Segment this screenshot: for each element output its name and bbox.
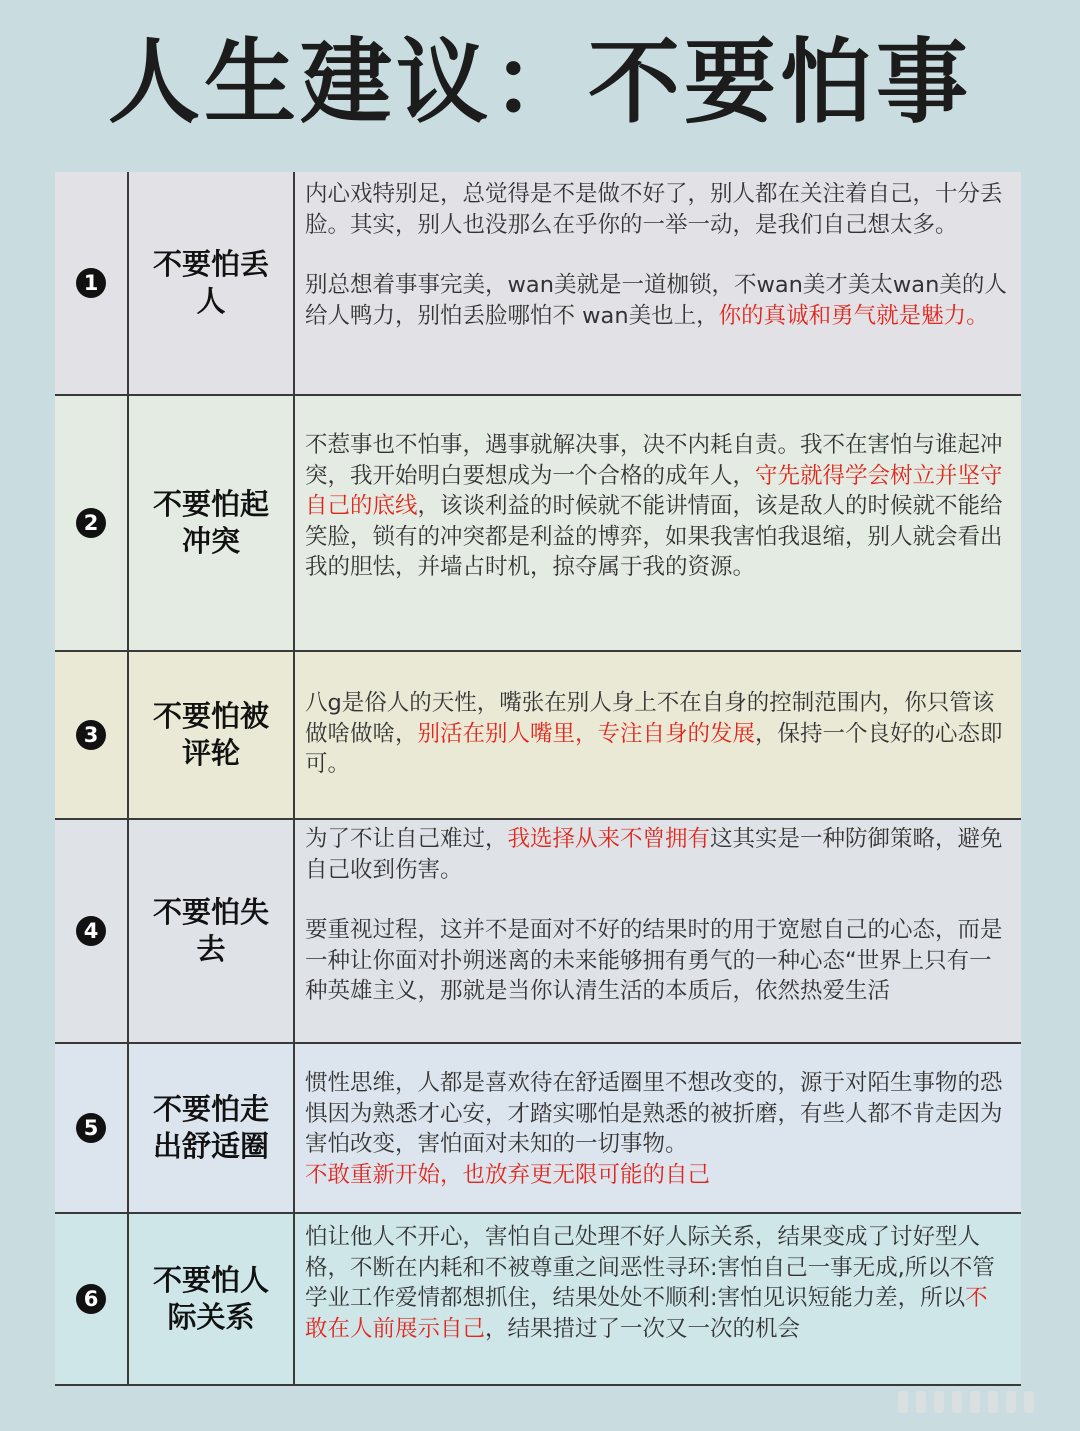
row-body	[305, 820, 1007, 1042]
row-heading: 不要怕丢人	[129, 172, 295, 394]
paragraph: 别总想着事事完美，wan美就是一道枷锁，不wan美才美太wan美的人给人鸭力，别怕丢脸哪怕不 wan美也上，你的真诚和勇气就是魅力。	[305, 272, 1007, 329]
table-row	[55, 818, 1021, 1042]
advice-table	[55, 172, 1021, 1386]
number-badge: 6	[76, 1284, 106, 1314]
number-badge: 4	[76, 916, 106, 946]
table-row	[55, 172, 1021, 394]
paragraph: 怕让他人不开心，害怕自己处理不好人际关系，结果变成了讨好型人格，不断在内耗和不被尊重之间恶性寻环:害怕自己一事无成,所以不管学业工作爱情都想抓住，结果处处不顺利:害怕见识短能力差，所以不敢在人前展示自己，结果措过了一次又一次的机会	[305, 1224, 995, 1342]
highlight-text: 不敢重新开始，也放弃更无限可能的自己	[305, 1161, 711, 1188]
table-row	[55, 1042, 1021, 1212]
paragraph: 不惹事也不怕事，遇事就解决事，决不内耗自责。我不在害怕与谁起冲突，我开始明白要想成为一个合格的成年人，守先就得学会树立并坚守自己的底线，该谈利益的时候就不能讲情面，该是敌人的时候就不能给笑脸，锁有的冲突都是利益的博弈，如果我害怕我退缩，别人就会看出我的胆怯，并墙占时机，掠夺属于我的资源。	[305, 432, 1003, 580]
row-body	[305, 652, 1007, 818]
paragraph: 要重视过程，这并不是面对不好的结果时的用于宽慰自己的心态，而是一种让你面对扑朔迷离的未来能够拥有勇气的一种心态“世界上只有一种英雄主义，那就是当你认清生活的本质后，依然热爱生活	[305, 917, 1003, 1004]
row-heading: 不要怕失去	[129, 820, 295, 1042]
highlight-text: 你的真诚和勇气就是魅力。	[718, 302, 989, 329]
highlight-text: 别活在别人嘴里，专注自身的发展	[417, 720, 756, 747]
page-title: 人生建议：不要怕事	[107, 29, 972, 136]
highlight-text: 守先就得学会树立并坚守自己的底线	[305, 462, 1003, 519]
watermark-logo	[898, 1389, 1048, 1415]
row-heading: 不要怕起冲突	[129, 396, 295, 650]
number-badge: 2	[76, 508, 106, 538]
highlight-text: 我选择从来不曾拥有	[507, 826, 711, 852]
row-body	[305, 1044, 1007, 1212]
paragraph: 惯性思维，人都是喜欢待在舒适圈里不想改变的，源于对陌生事物的恐惧因为熟悉才心安，才踏实哪怕是熟悉的被折磨，有些人都不肯走因为害怕改变，害怕面对未知的一切事物。	[305, 1070, 1003, 1157]
paragraph: 内心戏特别足，总觉得是不是做不好了，别人都在关注着自己，十分丢脸。其实，别人也没那么在乎你的一举一动，是我们自己想太多。	[305, 181, 1003, 238]
row-body	[305, 1214, 1007, 1384]
row-body	[305, 172, 1007, 394]
table-row	[55, 650, 1021, 818]
number-badge: 5	[76, 1113, 106, 1143]
highlight-text: 不敢在人前展示自己	[305, 1285, 988, 1342]
number-badge: 1	[76, 268, 106, 298]
number-badge: 3	[76, 720, 106, 750]
row-heading: 不要怕人际关系	[129, 1214, 295, 1384]
table-row	[55, 1212, 1021, 1384]
table-row	[55, 394, 1021, 650]
row-heading: 不要怕被评轮	[129, 652, 295, 818]
paragraph: 为了不让自己难过，我选择从来不曾拥有这其实是一种防御策略，避免自己收到伤害。	[305, 826, 1003, 883]
row-body	[305, 396, 1007, 650]
row-heading: 不要怕走出舒适圈	[129, 1044, 295, 1212]
paragraph: 八g是俗人的天性，嘴张在别人身上不在自身的控制范围内，你只管该做啥做啥，别活在别人嘴里，专注自身的发展，保持一个良好的心态即可。	[305, 690, 1003, 777]
